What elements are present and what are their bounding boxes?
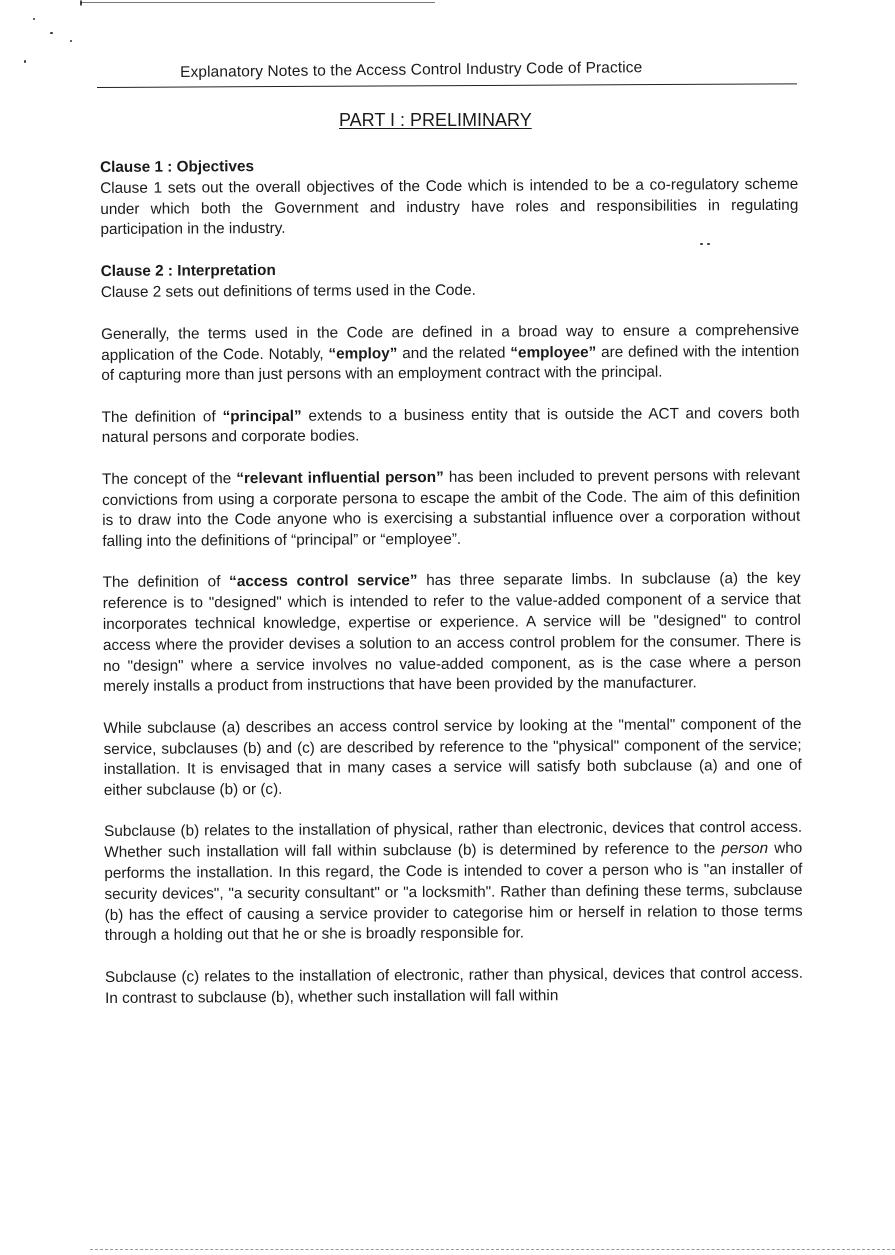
paragraph-employ-definition: Generally, the terms used in the Code are defined in a broad way to ensure a comprehensive application of the Code. Notably, “employ” and the related “employee” are defined with the intention of capturing more than just persons with an employment contract with the principal.: [101, 321, 800, 385]
scan-speck: [33, 18, 35, 20]
part-title: PART I : PRELIMINARY: [339, 110, 532, 130]
term-principal: “principal”: [222, 407, 302, 425]
clause-2-section: [101, 258, 799, 304]
term-person: person: [721, 840, 769, 858]
scan-speck: [80, 0, 82, 6]
clause-1-text: Clause 1 sets out the overall objectives of the Code which is intended to be a co-regulatory scheme under which both the Government and industry have roles and responsibilities in regulating participation in the industry.: [100, 175, 799, 239]
scan-bottom-edge-line: [90, 1249, 895, 1251]
paragraph-principal-definition: The definition of “principal” extends to a business entity that is outside the ACT and covers both natural persons and corporate bodies.: [101, 404, 800, 447]
clause-1-heading: Clause 1 : Objectives: [100, 158, 254, 176]
paragraph-subclause-a: While subclause (a) describes an access control service by looking at the "mental" component of the service, subclauses (b) and (c) are described by reference to the "physical" component of the service; installation. It is envisaged that in many cases a service will satisfy both subclause (a) and one of either subclause (b) or (c).: [103, 715, 802, 800]
term-employ: “employ”: [328, 344, 398, 363]
clause-2-text: Clause 2 sets out definitions of terms used in the Code.: [100, 281, 476, 301]
running-header: Explanatory Notes to the Access Control Industry Code of Practice: [180, 59, 643, 81]
paragraph-subclause-b: Subclause (b) relates to the installation of physical, rather than electronic, devices that control access. Whether such installation will fall within subclause (b) is determined by reference to the person who performs the installation. In this regard, the Code is intended to cover a person who is "an installer of security devices", "a security consultant" or "a locksmith". Rather than defining these terms, subclause (b) has the effect of causing a service provider to categorise him or herself in relation to those terms through a holding out that he or she is broadly responsible for.: [104, 819, 803, 945]
clause-1-section: [100, 154, 798, 241]
paragraph-access-control-service: The definition of “access control service” has three separate limbs. In subclause (a) the key reference is to "designed" which is intended to refer to the value-added component of a service that incorporates technical knowledge, expertise or experience. A service will be "designed" to control access where the provider devises a solution to an access control problem for the consumer. There is no "design" where a service involves no value-added component, as is the case where a person merely installs a product from instructions that have been provided by the manufacturer.: [102, 570, 802, 696]
term-access-control-service: “access control service”: [229, 572, 418, 591]
clause-2-heading: Clause 2 : Interpretation: [100, 262, 276, 281]
term-relevant-influential-person: “relevant influential person”: [236, 468, 444, 487]
document-body: [100, 154, 803, 1030]
header-rule: [97, 83, 797, 88]
scan-speck: [50, 32, 53, 34]
paragraph-relevant-influential-person: The concept of the “relevant influential person” has been included to prevent persons with relevant convictions from using a corporate persona to escape the ambit of the Code. The aim of this definition is to draw into the Code anyone who is exercising a substantial influence over a corporation without falling into the definitions of “principal” or “employee”.: [101, 466, 801, 551]
scan-speck: [70, 40, 72, 42]
scan-top-edge-line: [80, 2, 435, 3]
paragraph-subclause-c: Subclause (c) relates to the installation of electronic, rather than physical, devices that control access. In contrast to subclause (b), whether such installation will fall within: [104, 964, 804, 1007]
term-employee: “employee”: [510, 343, 597, 362]
scan-speck: [24, 60, 26, 63]
